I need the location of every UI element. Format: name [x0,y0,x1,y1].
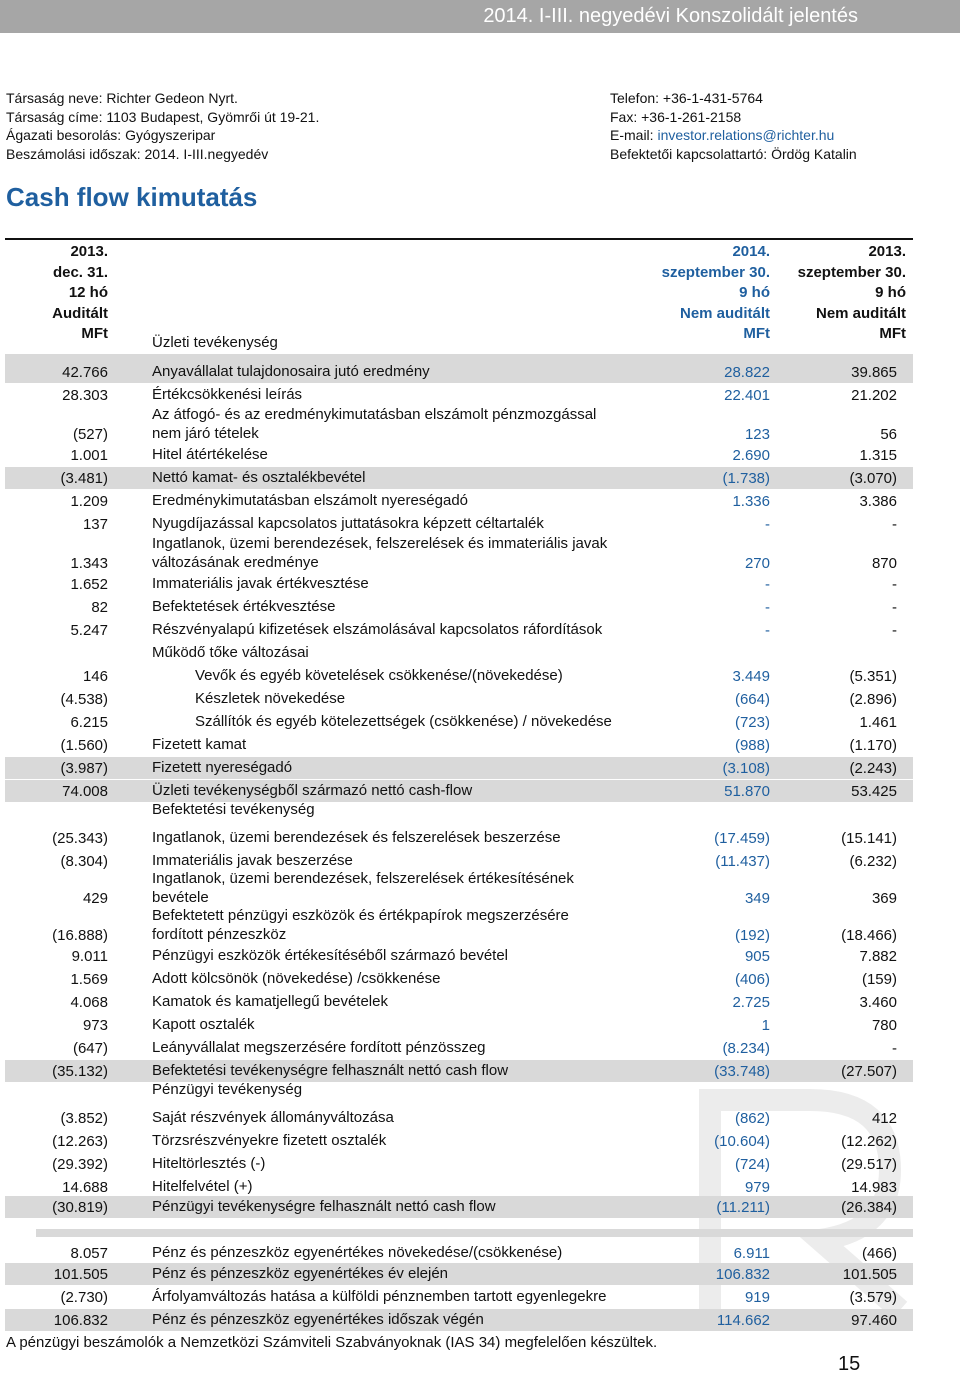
row-label [152,1131,386,1150]
row-label [195,712,612,731]
current-period-value: (664) [734,691,770,708]
table-row [5,688,913,710]
prior-year-value: 146 [82,668,108,685]
prior-year-value: 101.505 [53,1266,108,1283]
current-period-value: - [765,599,770,616]
current-period-value: (724) [734,1156,770,1173]
current-period-value: 22.401 [724,387,770,404]
row-label [152,1015,255,1034]
row-label-line: Törzsrészvényekre fizetett osztalék [152,1132,387,1149]
table-row [5,1153,913,1175]
company-info-right [610,89,857,163]
table-row [5,1309,913,1331]
company-name: Társaság neve: Richter Gedeon Nyrt. [6,90,238,106]
comparative-period-value: (5.351) [849,668,897,685]
table-row [5,1107,913,1129]
col2-year: 2014. [732,243,770,260]
report-title: 2014. I-III. negyedévi Konszolidált jelentés [483,5,858,27]
current-period-value: - [765,516,770,533]
comparative-period-value: 1.315 [859,447,897,464]
comparative-period-value: - [892,516,897,533]
comparative-period-value: (159) [861,971,897,988]
summary-separator [36,1229,913,1237]
current-period-value: (33.748) [714,1063,770,1080]
row-label [152,851,353,870]
current-period-value: 123 [744,426,770,443]
col3-year: 2013. [868,243,906,260]
row-label-line: Immateriális javak beszerzése [152,852,353,869]
prior-year-value: 28.303 [62,387,108,404]
table-row [5,1242,913,1264]
row-label [152,946,508,965]
row-label-line: Pénzügyi eszközök értékesítéséből származó bevétel [152,947,509,964]
comparative-period-value: (2.243) [849,760,897,777]
table-row [5,1196,913,1218]
row-label [152,597,335,616]
table-row [5,757,913,779]
current-period-value: 28.822 [724,364,770,381]
row-label-line: Eredménykimutatásban elszámolt nyereségadó [152,492,469,509]
col1-audit: Auditált [52,304,108,322]
section-title: Cash flow kimutatás [6,182,258,212]
table-row [5,490,913,512]
comparative-period-value: - [892,622,897,639]
row-label [152,405,596,443]
comparative-period-value: - [892,576,897,593]
row-label [152,491,468,510]
row-label-line: fordított pénzeszköz [152,926,287,943]
investor-contact: Befektetői kapcsolattartó: Ördög Katalin [610,145,857,162]
table-row [5,444,913,466]
row-label-line: bevétele [152,889,209,906]
row-label-line: Részvényalapú kifizetések elszámolásával kapcsolatos ráfordítások [152,621,603,638]
row-label [152,906,569,944]
col2-date: szeptember 30. [661,263,770,281]
current-period-value: - [765,576,770,593]
row-label [152,362,430,381]
row-label [152,1108,394,1127]
current-period-value: 6.911 [733,1245,770,1262]
comparative-period-value: - [892,1040,897,1057]
col1-unit: MFt [81,325,108,342]
current-period-value: (192) [734,927,770,944]
table-row [5,596,913,618]
table-row [5,384,913,406]
row-label-line: Adott kölcsönök (növekedése) /csökkenése [152,970,441,987]
row-label-line: Pénz és pénzeszköz egyenértékes év elején [152,1265,449,1282]
row-label [152,534,607,572]
row-label-line: Hitel átértékelése [152,446,268,463]
row-label-line: Fizetett nyereségadó [152,759,293,776]
current-period-value: (1.738) [722,470,770,487]
row-label [152,1177,252,1196]
current-period-value: (862) [734,1110,770,1127]
row-label-line: Pénz és pénzeszköz egyenértékes növekedése/(csökkenése) [152,1244,563,1261]
prior-year-value: 1.652 [70,576,108,593]
comparative-period-value: 56 [880,426,897,443]
prior-year-value: (35.132) [52,1063,108,1080]
table-row [5,711,913,733]
prior-year-value: (3.481) [60,470,108,487]
current-period-value: 919 [744,1289,770,1306]
current-period-value: 270 [744,555,770,572]
row-label-line: Üzleti tevékenységből származó nettó cash-flow [152,782,473,799]
current-period-value: (3.108) [722,760,770,777]
table-row [5,573,913,595]
row-label [152,620,602,639]
current-period-value: (988) [734,737,770,754]
prior-year-value: 74.008 [62,783,108,800]
prior-year-value: 82 [91,599,108,616]
email-label: E-mail: [610,127,658,143]
prior-year-value: 14.688 [62,1179,108,1196]
comparative-period-value: 3.386 [859,493,897,510]
row-label-line: Fizetett kamat [152,736,247,753]
prior-year-value: 106.832 [53,1312,108,1329]
row-label-line: Anyavállalat tulajdonosaira jutó eredmény [152,363,430,380]
col2-period: 9 hó [739,284,770,301]
company-address: Társaság címe: 1103 Budapest, Gyömrői út 19-21. [6,108,320,125]
company-fax: Fax: +36-1-261-2158 [610,108,742,125]
row-label [152,445,268,464]
row-label-line: Hiteltörlesztés (-) [152,1155,266,1172]
prior-year-value: (2.730) [60,1289,108,1306]
table-row [5,906,913,946]
comparative-period-value: 39.865 [851,364,897,381]
prior-year-value: (647) [72,1040,108,1057]
row-label-line: változásának eredménye [152,554,319,571]
table-row [5,869,913,909]
row-label-line: Ingatlanok, üzemi berendezések, felszerelések és immateriális javak [152,535,608,552]
prior-year-value: (30.819) [52,1199,108,1216]
comparative-period-value: (466) [861,1245,897,1262]
table-row [5,405,913,445]
comparative-period-value: (2.896) [849,691,897,708]
row-label-line: Ingatlanok, üzemi berendezések, felszerelések értékesítésének [152,870,574,887]
table-row [5,734,913,756]
row-label [152,1154,265,1173]
prior-year-value: (1.560) [60,737,108,754]
current-period-value: 1 [761,1017,770,1034]
current-period-value: - [765,622,770,639]
table-row [5,1176,913,1198]
comparative-period-value: 780 [871,1017,897,1034]
comparative-period-value: (3.579) [849,1289,897,1306]
row-label-line: Leányvállalat megszerzésére fordított pénzösszeg [152,1039,486,1056]
prior-year-value: 137 [82,516,108,533]
comparative-period-value: 412 [871,1110,897,1127]
table-row [5,665,913,687]
row-label [152,643,309,662]
page-number: 15 [838,1353,861,1375]
row-label [152,1287,606,1306]
row-label-line: nem járó tételek [152,425,259,442]
row-label [152,574,369,593]
comparative-period-value: 1.461 [859,714,897,731]
row-label-line: Vevők és egyéb követelések csökkenése/(növekedése) [195,667,563,684]
row-label [152,828,561,847]
row-label [152,1264,448,1283]
row-label-line: Értékcsökkenési leírás [152,386,303,403]
footnote: A pénzügyi beszámolók a Nemzetközi Számviteli Szabványoknak (IAS 34) megfelelően készültek. [6,1334,658,1351]
comparative-period-value: (26.384) [841,1199,897,1216]
prior-year-value: 6.215 [70,714,108,731]
row-label [152,1310,484,1329]
company-email [610,126,857,145]
row-label [152,1080,302,1099]
comparative-period-value: (1.170) [849,737,897,754]
current-period-value: 905 [744,948,770,965]
col3-period: 9 hó [875,284,906,301]
current-period-value: (17.459) [714,830,770,847]
comparative-period-value: (6.232) [849,853,897,870]
col1-period: 12 hó [68,284,108,301]
table-row [5,1079,913,1101]
prior-year-value: 5.247 [70,622,108,639]
comparative-period-value: 870 [871,555,897,572]
column-header-current [662,242,770,345]
col3-audit: Nem auditált [815,304,906,322]
operating-activities-heading: Üzleti tevékenység [152,334,278,351]
current-period-value: 2.725 [732,994,770,1011]
row-label [195,689,345,708]
table-row [5,1263,913,1285]
prior-year-value: 1.569 [70,971,108,988]
table-row [5,467,913,489]
table-row [5,945,913,967]
current-period-value: 106.832 [715,1266,770,1283]
row-label-line: Befektetési tevékenység [152,801,315,818]
prior-year-value: (3.987) [60,760,108,777]
row-label [152,781,472,800]
table-row [5,642,913,664]
comparative-period-value: - [892,599,897,616]
col3-date: szeptember 30. [797,263,906,281]
row-label-line: Saját részvények állományváltozása [152,1109,394,1126]
row-label-line: Hitelfelvétel (+) [152,1178,253,1195]
email-link[interactable]: investor.relations@richter.hu [657,127,835,143]
row-label-line: Befektetett pénzügyi eszközök és értékpapírok megszerzésére [152,907,569,924]
comparative-period-value: (3.070) [849,470,897,487]
prior-year-value: 9.011 [71,948,108,965]
current-period-value: 979 [744,1179,770,1196]
company-info-left [6,89,319,163]
row-label [152,468,365,487]
row-label-line: Befektetési tevékenységre felhasznált nettó cash flow [152,1062,509,1079]
column-header-prior-year [52,242,108,345]
row-label-line: Pénzügyi tevékenység [152,1081,303,1098]
row-label [152,735,246,754]
row-label-line: Szállítók és egyéb kötelezettségek (csökkenése) / növekedése [195,713,612,730]
row-label-line: Készletek növekedése [195,690,346,707]
row-label [152,758,292,777]
comparative-period-value: (15.141) [841,830,897,847]
prior-year-value: (16.888) [52,927,108,944]
company-sector: Ágazati besorolás: Gyógyszeripar [6,127,216,143]
row-label [152,1038,486,1057]
row-label [152,969,441,988]
row-label-line: Kapott osztalék [152,1016,255,1033]
report-header-bar [0,0,960,33]
row-label-line: Kamatok és kamatjellegű bevételek [152,993,388,1010]
prior-year-value: (527) [72,426,108,443]
row-label [152,1061,508,1080]
table-row [5,991,913,1013]
col1-date: dec. 31. [52,263,108,281]
current-period-value: (11.437) [715,853,770,870]
row-label-line: Pénz és pénzeszköz egyenértékes időszak végén [152,1311,484,1328]
row-label-line: Az átfogó- és az eredménykimutatásban elszámolt pénzmozgással [152,406,597,423]
prior-year-value: 1.001 [70,447,108,464]
table-row [5,827,913,849]
prior-year-value: (12.263) [52,1133,108,1150]
comparative-period-value: 97.460 [851,1312,897,1329]
row-label-line: Nettó kamat- és osztalékbevétel [152,469,366,486]
current-period-value: 2.690 [732,447,770,464]
comparative-period-value: 3.460 [859,994,897,1011]
header-rule [5,238,913,240]
table-row [5,534,913,574]
col3-unit: MFt [879,325,906,342]
current-period-value: (723) [734,714,770,731]
row-label [152,800,315,819]
comparative-period-value: (12.262) [841,1133,897,1150]
row-label-line: Immateriális javak értékvesztése [152,575,369,592]
comparative-period-value: 53.425 [851,783,897,800]
table-row [5,799,913,821]
prior-year-value: 973 [82,1017,108,1034]
row-label-line: Működő tőke változásai [152,644,309,661]
row-label-line: Ingatlanok, üzemi berendezések és felszerelések beszerzése [152,829,561,846]
prior-year-value: (29.392) [52,1156,108,1173]
prior-year-value: (4.538) [60,691,108,708]
row-label-line: Árfolyamváltozás hatása a külföldi pénznemben tartott egyenlegekre [152,1288,607,1305]
comparative-period-value: (18.466) [841,927,897,944]
table-row [5,968,913,990]
comparative-period-value: 101.505 [842,1266,897,1283]
row-label [152,514,544,533]
comparative-period-value: (29.517) [841,1156,897,1173]
row-label-line: Pénzügyi tevékenységre felhasznált nettó cash flow [152,1198,496,1215]
table-row [5,1014,913,1036]
table-row [5,1286,913,1308]
comparative-period-value: 14.983 [851,1179,897,1196]
col1-year: 2013. [70,243,108,260]
reporting-period: Beszámolási időszak: 2014. I-III.negyedév [6,145,269,162]
column-header-comparative [798,242,906,345]
prior-year-value: 42.766 [62,364,108,381]
company-phone: Telefon: +36-1-431-5764 [610,90,763,106]
prior-year-value: 8.057 [70,1245,108,1262]
table-row [5,1130,913,1152]
col2-audit: Nem auditált [679,304,770,322]
current-period-value: 3.449 [732,668,770,685]
prior-year-value: 1.343 [70,555,108,572]
table-row [5,619,913,641]
table-row [5,513,913,535]
current-period-value: (406) [734,971,770,988]
prior-year-value: (8.304) [60,853,108,870]
comparative-period-value: (27.507) [841,1063,897,1080]
prior-year-value: 1.209 [70,493,108,510]
current-period-value: 51.870 [724,783,770,800]
prior-year-value: 4.068 [70,994,108,1011]
prior-year-value: (3.852) [60,1110,108,1127]
row-label [152,992,388,1011]
current-period-value: 349 [744,890,770,907]
current-period-value: (10.604) [714,1133,770,1150]
comparative-period-value: 21.202 [851,387,897,404]
comparative-period-value: 369 [871,890,897,907]
row-label [152,1243,562,1262]
row-label [195,666,563,685]
current-period-value: (11.211) [716,1199,770,1216]
table-row [5,1037,913,1059]
current-period-value: 1.336 [732,493,770,510]
row-label [152,385,302,404]
col2-unit: MFt [743,325,770,342]
row-label-line: Nyugdíjazással kapcsolatos juttatásokra képzett céltartalék [152,515,544,532]
row-label [152,1197,496,1216]
comparative-period-value: 7.882 [859,948,897,965]
prior-year-value: 429 [82,890,108,907]
prior-year-value: (25.343) [52,830,108,847]
table-row [5,361,913,383]
row-label [152,869,574,907]
current-period-value: (8.234) [722,1040,770,1057]
row-label-line: Befektetések értékvesztése [152,598,336,615]
current-period-value: 114.662 [716,1312,770,1329]
